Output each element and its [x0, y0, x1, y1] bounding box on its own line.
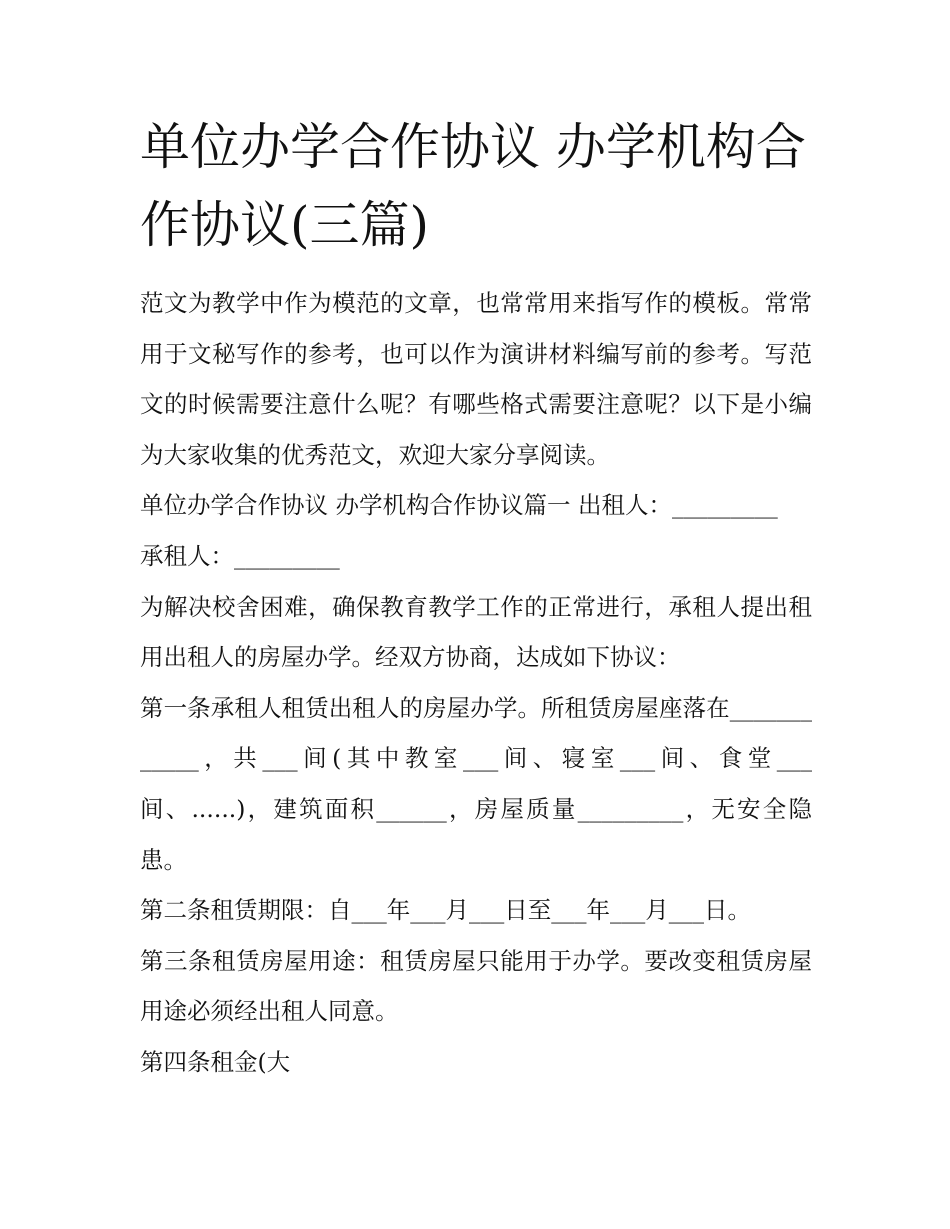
paragraph-lessee: 承租人：_________	[140, 541, 340, 570]
paragraph-article-4: 第四条租金(大	[140, 1047, 291, 1076]
document-body	[140, 278, 812, 1088]
paragraph-lessor: 单位办学合作协议 办学机构合作协议篇一 出租人：_________	[140, 491, 778, 520]
paragraph-article-2: 第二条租赁期限：自___年___月___日至___年___月___日。	[140, 896, 751, 925]
paragraph-intro: 范文为教学中作为模范的文章，也常常用来指写作的模板。常常用于文秘写作的参考，也可以作为演讲材料编写前的参考。写范文的时候需要注意什么呢？有哪些格式需要注意呢？以下是小编为大家收集的优秀范文，欢迎大家分享阅读。	[140, 289, 812, 469]
paragraph-article-3: 第三条租赁房屋用途：租赁房屋只能用于办学。要改变租赁房屋用途必须经出租人同意。	[140, 946, 812, 1026]
paragraph-article-1: 第一条承租人租赁出租人的房屋办学。所租赁房屋座落在____________，共___间(其中教室___间、寝室___间、食堂___间、......)，建筑面积______，房屋质量_________，无安全隐患。	[140, 693, 812, 874]
paragraph-purpose: 为解决校舍困难，确保教育教学工作的正常进行，承租人提出租用出租人的房屋办学。经双方协商，达成如下协议：	[140, 592, 812, 672]
document-title: 单位办学合作协议 办学机构合作协议(三篇)	[140, 118, 806, 254]
